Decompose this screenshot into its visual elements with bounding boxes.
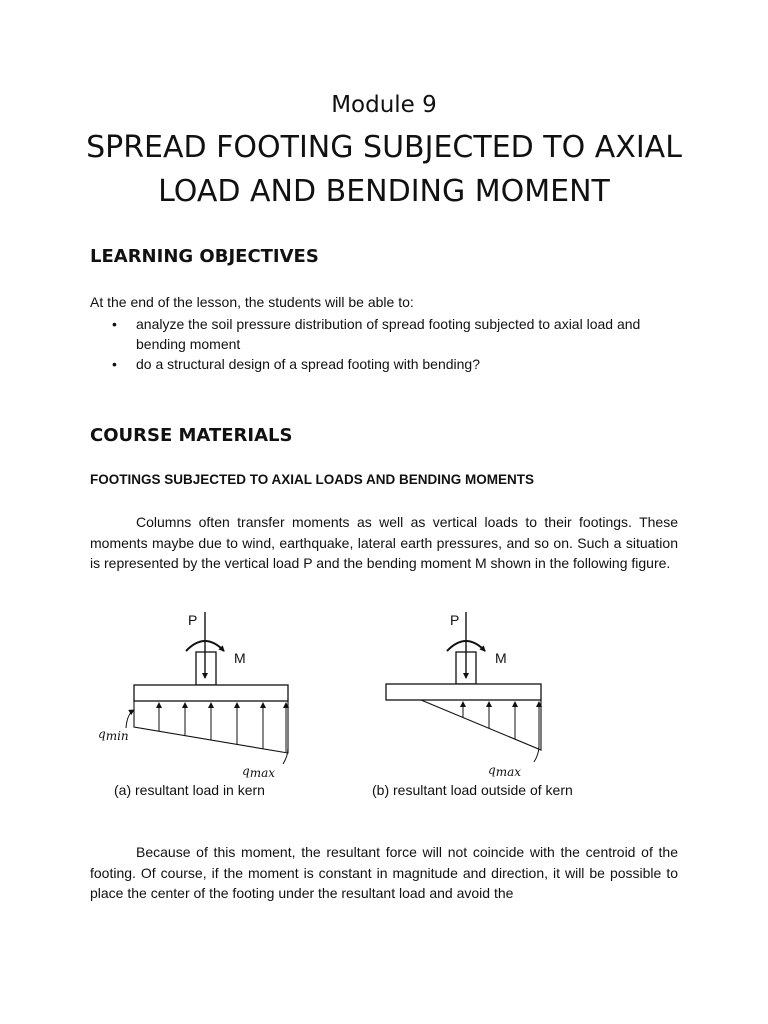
qmin-label: qmin	[98, 727, 129, 743]
course-materials-heading: COURSE MATERIALS	[90, 425, 293, 446]
pressure-arrows-a	[126, 703, 288, 764]
module-number: Module 9	[331, 92, 437, 118]
caption-b: (b) resultant load outside of kern	[372, 782, 573, 798]
page-title: SPREAD FOOTING SUBJECTED TO AXIAL LOAD AND BENDING MOMENT	[86, 130, 682, 209]
diagram-a	[98, 612, 288, 780]
pressure-diagram-b	[421, 700, 541, 750]
objectives-list	[90, 314, 690, 374]
objective-item: • analyze the soil pressure distribution of spread footing subjected to axial load and bending moment	[90, 314, 690, 354]
qmax-label-b: qmax	[488, 763, 521, 779]
caption-a: (a) resultant load in kern	[114, 782, 265, 798]
load-label-b: P	[450, 612, 460, 628]
qmax-label-a: qmax	[242, 764, 275, 780]
footing-a	[134, 685, 288, 701]
paragraph-intro: Columns often transfer moments as well as vertical loads to their footings. These moments maybe due to wind, earthquake, lateral earth pressures, and so on. Such a situation is represented by the vertical load P and the bending moment M shown in the following figure.	[90, 514, 678, 571]
objective-item: • do a structural design of a spread footing with bending?	[90, 354, 690, 374]
objectives-intro: At the end of the lesson, the students will be able to:	[90, 294, 414, 310]
diagram-b	[386, 612, 541, 779]
footing-b	[386, 684, 541, 700]
moment-label-b: M	[495, 650, 507, 666]
pressure-arrows-b	[463, 702, 539, 762]
load-label-a: P	[188, 612, 198, 628]
section-subheading: FOOTINGS SUBJECTED TO AXIAL LOADS AND BENDING MOMENTS	[90, 472, 535, 487]
moment-label-a: M	[234, 650, 246, 666]
learning-objectives-heading: LEARNING OBJECTIVES	[90, 246, 319, 267]
paragraph-moment: Because of this moment, the resultant force will not coincide with the centroid of the footing. Of course, if the moment is constant in magnitude and direction, it will be possible to place the center of the footing under the resultant load and avoid the	[90, 844, 678, 901]
footing-figure	[90, 606, 690, 786]
column-a	[196, 652, 216, 685]
